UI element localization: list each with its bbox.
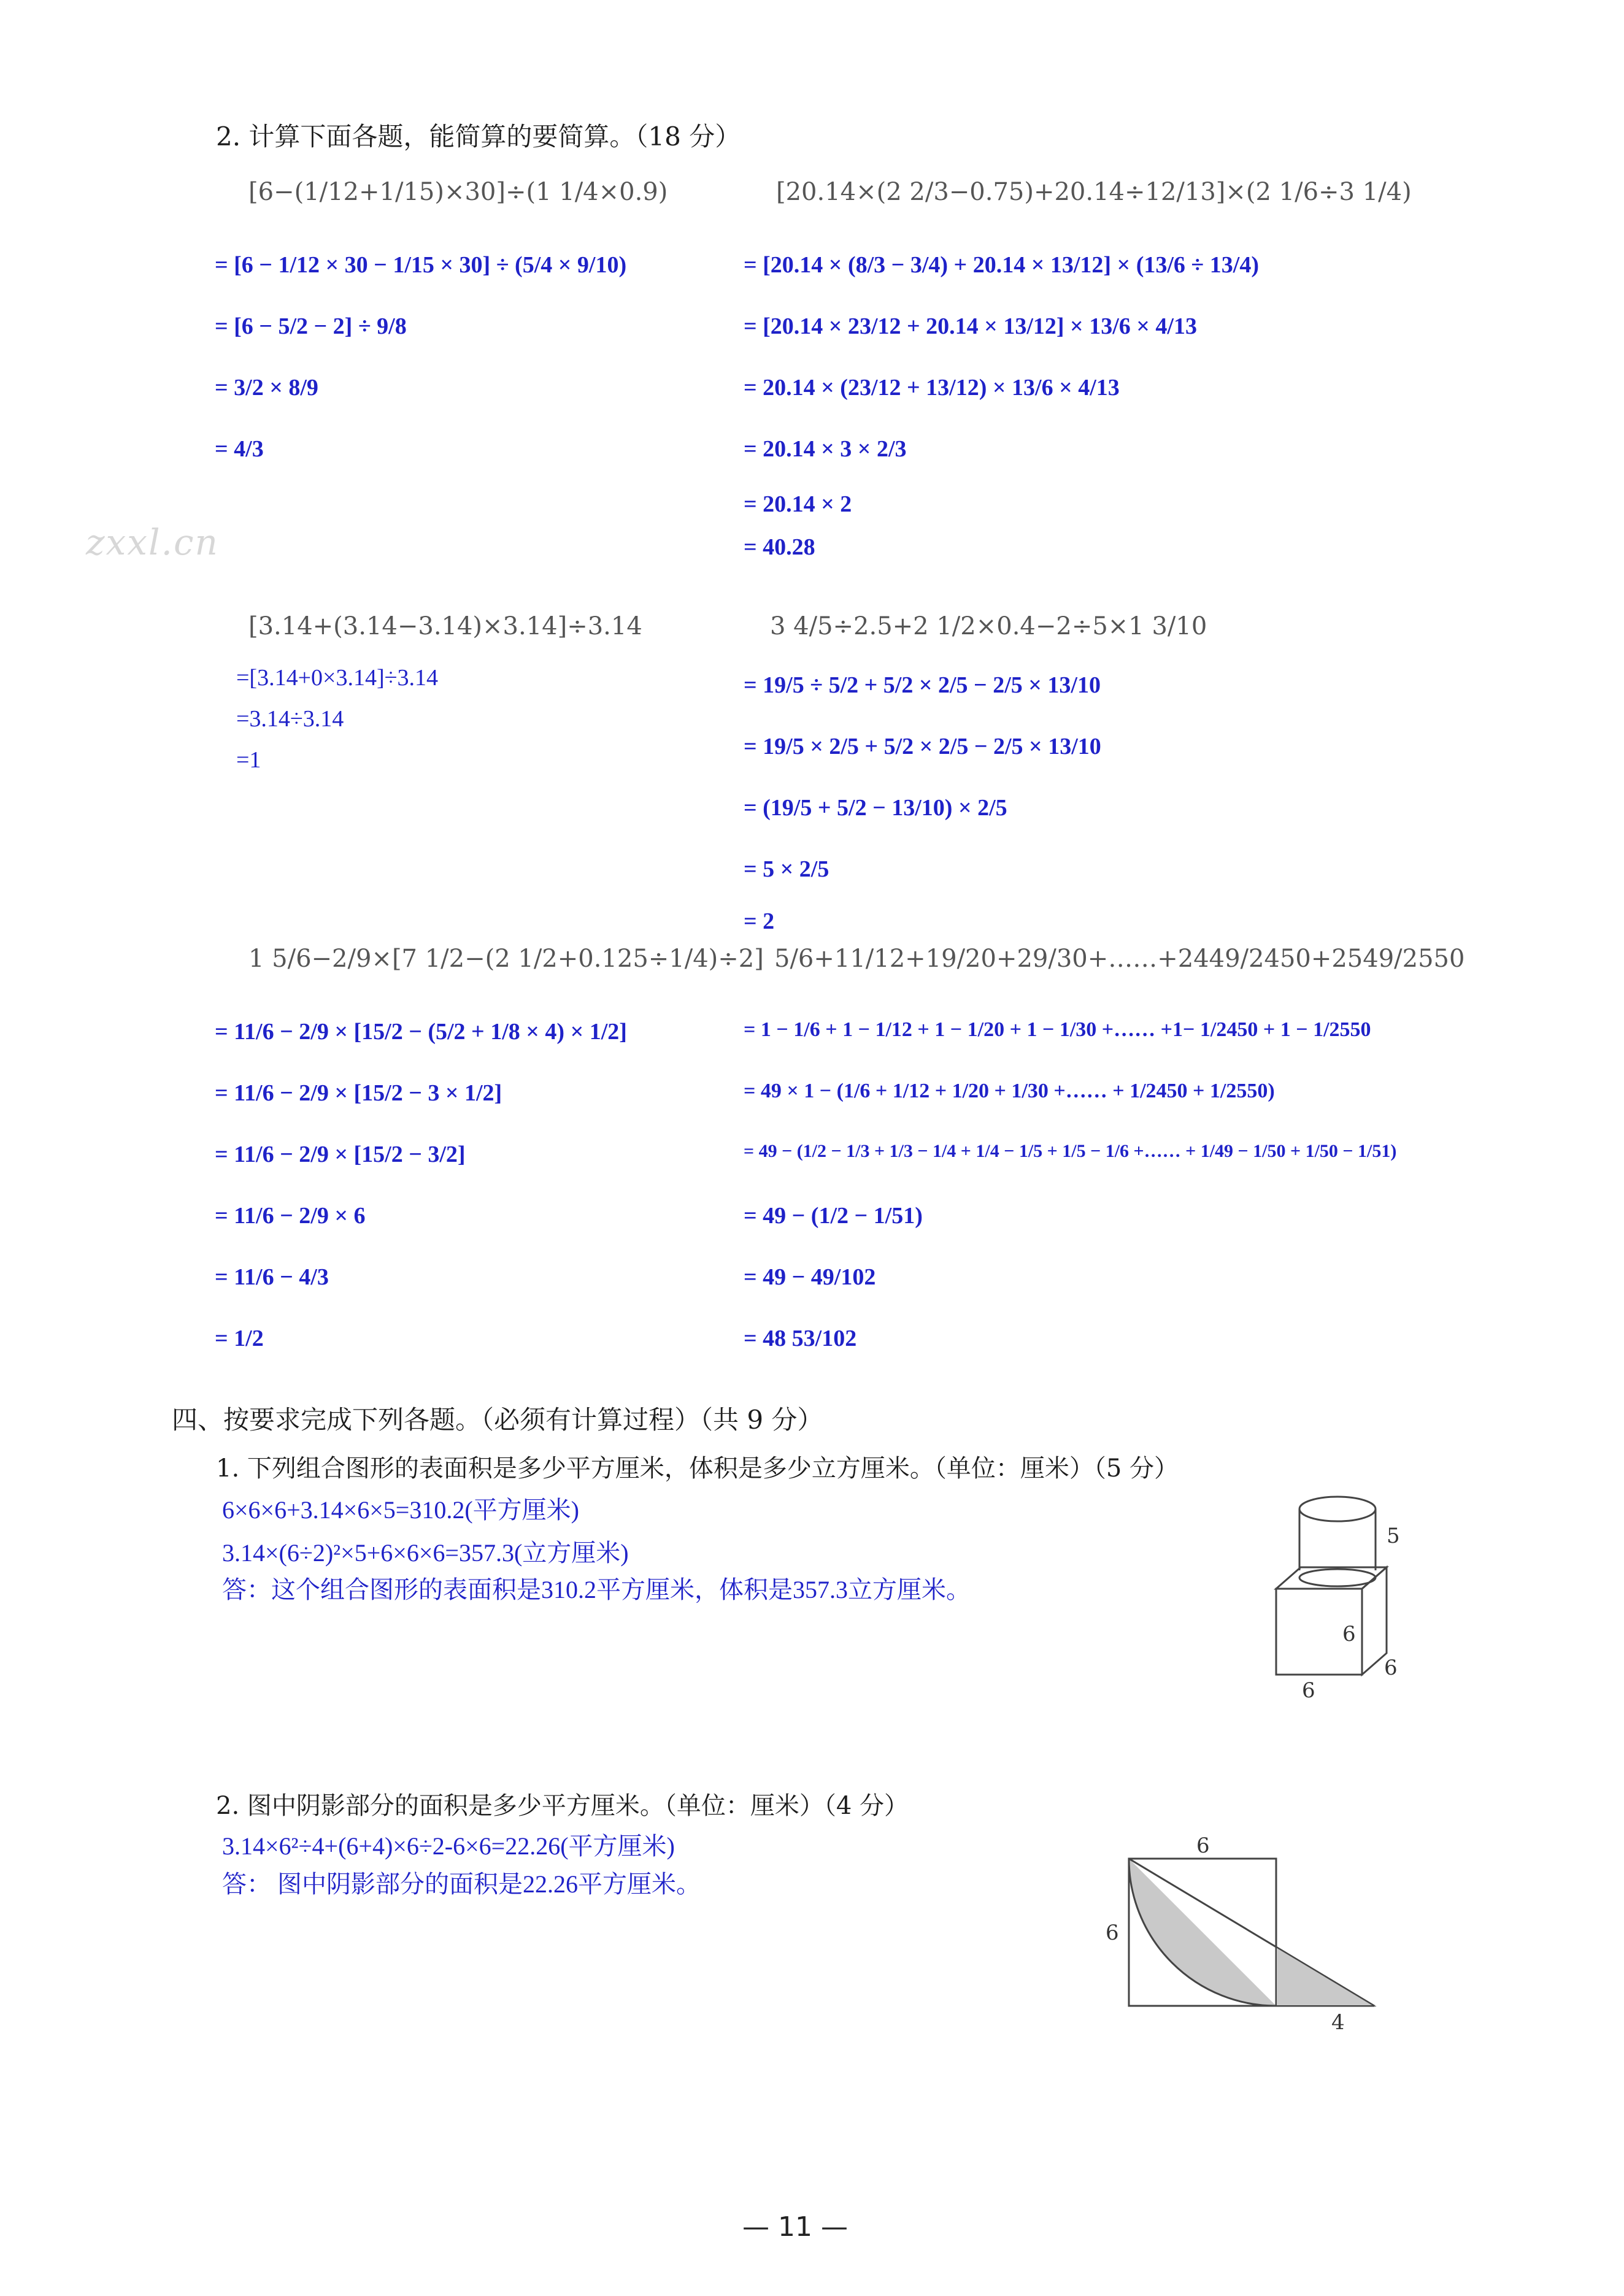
problem-6-step: = 49 − (1/2 − 1/3 + 1/3 − 1/4 + 1/4 − 1/5 + 1/5 − 1/6 +…… + 1/49 − 1/50 + 1/50 − 1/51) [744, 1141, 1397, 1161]
q1-answer-line: 6×6×6+3.14×6×5=310.2(平方厘米) [222, 1496, 579, 1524]
watermark: zxxl.cn [86, 521, 219, 563]
problem-2-step: = [20.14 × (8/3 − 3/4) + 20.14 × 13/12] × (13/6 ÷ 13/4) [744, 252, 1259, 278]
problem-1-question: [6−(1/12+1/15)×30]÷(1 1/4×0.9) [248, 178, 668, 206]
q1-answer-line: 答：这个组合图形的表面积是310.2平方厘米，体积是357.3立方厘米。 [222, 1576, 971, 1603]
problem-4-step: = 19/5 × 2/5 + 5/2 × 2/5 − 2/5 × 13/10 [744, 734, 1101, 759]
problem-3-step: =[3.14+0×3.14]÷3.14 [236, 665, 438, 691]
problem-5-step: = 11/6 − 2/9 × [15/2 − 3 × 1/2] [215, 1080, 502, 1106]
section-4-title: 四、按要求完成下列各题。（必须有计算过程）（共 9 分） [172, 1405, 823, 1435]
problem-1-step: = 4/3 [215, 436, 264, 462]
label-bottom-right: 4 [1331, 2010, 1345, 2035]
problem-2-step: = 20.14 × 2 [744, 491, 852, 517]
page-number: — 11 — [742, 2211, 848, 2243]
section-2-title: 2. 计算下面各题，能简算的要简算。（18 分） [216, 121, 741, 152]
problem-2-step: = 40.28 [744, 534, 815, 560]
q2-answer-line: 答： 图中阴影部分的面积是22.26平方厘米。 [222, 1870, 701, 1898]
label-cube-width: 6 [1302, 1678, 1315, 1699]
problem-2-step: = [20.14 × 23/12 + 20.14 × 13/12] × 13/6 × 4/13 [744, 313, 1197, 339]
problem-4-step: = 2 [744, 908, 775, 934]
problem-3-question: [3.14+(3.14−3.14)×3.14]÷3.14 [248, 612, 642, 640]
problem-2-step: = 20.14 × 3 × 2/3 [744, 436, 907, 462]
label-cube-depth: 6 [1384, 1656, 1398, 1680]
problem-6-step: = 49 − (1/2 − 1/51) [744, 1203, 923, 1229]
problem-6-step: = 48 53/102 [744, 1326, 857, 1351]
problem-5-question: 1 5/6−2/9×[7 1/2−(2 1/2+0.125÷1/4)÷2] [248, 945, 764, 973]
problem-6-step: = 49 − 49/102 [744, 1264, 876, 1290]
problem-4-step: = 5 × 2/5 [744, 856, 829, 882]
problem-1-step: = 3/2 × 8/9 [215, 375, 318, 401]
problem-2-question: [20.14×(2 2/3−0.75)+20.14÷12/13]×(2 1/6÷3 1/4) [776, 178, 1412, 206]
problem-5-step: = 11/6 − 4/3 [215, 1264, 329, 1290]
problem-4-step: = 19/5 ÷ 5/2 + 5/2 × 2/5 − 2/5 × 13/10 [744, 672, 1101, 698]
problem-3-step: =3.14÷3.14 [236, 706, 344, 732]
problem-6-step: = 1 − 1/6 + 1 − 1/12 + 1 − 1/20 + 1 − 1/30 +…… +1− 1/2450 + 1 − 1/2550 [744, 1018, 1371, 1041]
problem-5-step: = 11/6 − 2/9 × 6 [215, 1203, 366, 1229]
label-cylinder-height: 5 [1387, 1524, 1400, 1548]
problem-3-step: =1 [236, 747, 261, 773]
label-top: 6 [1196, 1834, 1210, 1858]
label-left: 6 [1106, 1921, 1119, 1945]
cylinder-cube-figure [1264, 1491, 1405, 1699]
problem-5-step: = 11/6 − 2/9 × [15/2 − (5/2 + 1/8 × 4) × 1/2] [215, 1019, 627, 1045]
problem-4-step: = (19/5 + 5/2 − 13/10) × 2/5 [744, 795, 1007, 821]
problem-5-step: = 1/2 [215, 1326, 264, 1351]
q2-answer-line: 3.14×6²÷4+(6+4)×6÷2-6×6=22.26(平方厘米) [222, 1832, 675, 1860]
problem-2-step: = 20.14 × (23/12 + 13/12) × 13/6 × 4/13 [744, 375, 1120, 401]
q1-question: 1. 下列组合图形的表面积是多少平方厘米，体积是多少立方厘米。（单位：厘米）（5 分） [216, 1454, 1179, 1483]
problem-5-step: = 11/6 − 2/9 × [15/2 − 3/2] [215, 1142, 466, 1167]
problem-6-question: 5/6+11/12+19/20+29/30+……+2449/2450+2549/2550 [774, 945, 1465, 973]
problem-1-step: = [6 − 1/12 × 30 − 1/15 × 30] ÷ (5/4 × 9/10) [215, 252, 627, 278]
problem-6-step: = 49 × 1 − (1/6 + 1/12 + 1/20 + 1/30 +…… + 1/2450 + 1/2550) [744, 1080, 1275, 1102]
q2-question: 2. 图中阴影部分的面积是多少平方厘米。（单位：厘米）（4 分） [216, 1792, 909, 1820]
problem-4-question: 3 4/5÷2.5+2 1/2×0.4−2÷5×1 3/10 [770, 612, 1207, 640]
problem-1-step: = [6 − 5/2 − 2] ÷ 9/8 [215, 313, 407, 339]
label-cube-height: 6 [1342, 1622, 1356, 1646]
q1-answer-line: 3.14×(6÷2)²×5+6×6×6=357.3(立方厘米) [222, 1539, 629, 1567]
shaded-area-figure [1098, 1834, 1387, 2037]
